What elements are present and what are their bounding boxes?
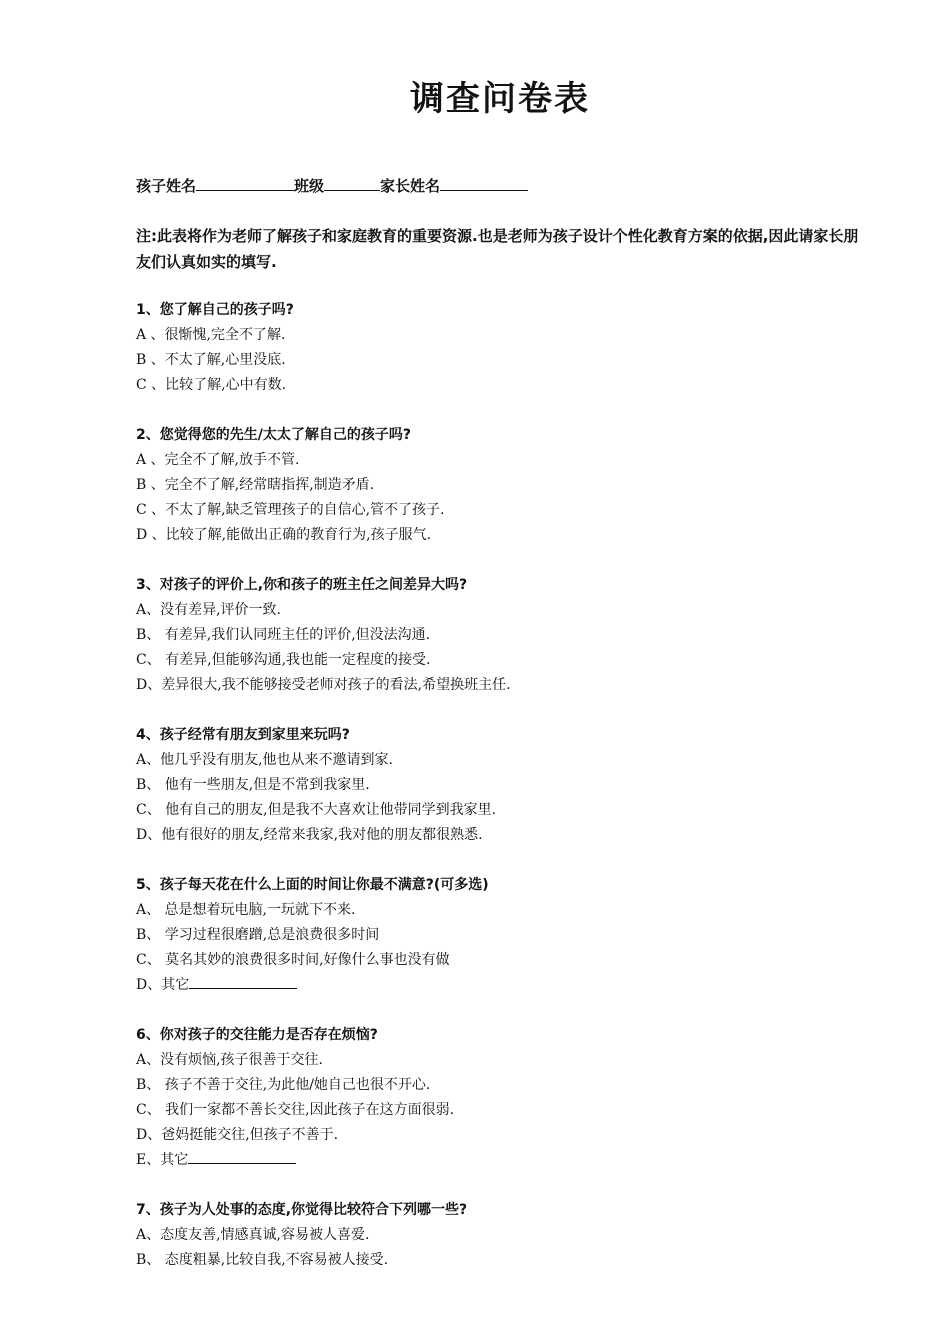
option-item[interactable]	[136, 973, 876, 998]
question-title: 3、对孩子的评价上,你和孩子的班主任之间差异大吗?	[136, 577, 468, 593]
option-item[interactable]	[136, 1123, 876, 1148]
class-label: 班级	[294, 177, 325, 195]
option-item[interactable]	[136, 473, 876, 498]
option-text: A、 总是想着玩电脑,一玩就下不来.	[136, 902, 356, 918]
option-item[interactable]	[136, 948, 876, 973]
option-text: A 、完全不了解,放手不管.	[136, 452, 300, 468]
option-text: B、 孩子不善于交往,为此他/她自己也很不开心.	[136, 1077, 431, 1093]
child-name-label: 孩子姓名	[136, 177, 197, 195]
option-item[interactable]	[136, 348, 876, 373]
option-item[interactable]	[136, 1148, 876, 1173]
option-item[interactable]	[136, 448, 876, 473]
option-item[interactable]	[136, 1223, 876, 1248]
option-text: A、没有差异,评价一致.	[136, 602, 282, 618]
option-text: C、 我们一家都不善长交往,因此孩子在这方面很弱.	[136, 1102, 455, 1118]
other-answer-blank[interactable]	[189, 973, 297, 989]
option-text: D 、比较了解,能做出正确的教育行为,孩子服气.	[136, 527, 432, 543]
option-item[interactable]	[136, 798, 876, 823]
option-item[interactable]	[136, 648, 876, 673]
option-item[interactable]	[136, 898, 876, 923]
question-title: 6、你对孩子的交往能力是否存在烦恼?	[136, 1027, 378, 1043]
question-title: 4、孩子经常有朋友到家里来玩吗?	[136, 727, 350, 743]
option-item[interactable]	[136, 323, 876, 348]
option-text: C 、比较了解,心中有数.	[136, 377, 287, 393]
question-block	[136, 423, 876, 548]
option-text: D、其它	[136, 977, 190, 993]
option-text: B 、不太了解,心里没底.	[136, 352, 286, 368]
option-text: B、 学习过程很磨蹭,总是浪费很多时间	[136, 927, 380, 943]
option-text: B、 态度粗暴,比较自我,不容易被人接受.	[136, 1252, 389, 1268]
option-item[interactable]	[136, 748, 876, 773]
question-block	[136, 1198, 876, 1273]
parent-name-blank[interactable]	[440, 174, 528, 191]
question-block	[136, 873, 876, 998]
option-text: A、他几乎没有朋友,他也从来不邀请到家.	[136, 752, 394, 768]
option-text: C 、不太了解,缺乏管理孩子的自信心,管不了孩子.	[136, 502, 445, 518]
option-text: B、 他有一些朋友,但是不常到我家里.	[136, 777, 370, 793]
option-text: E、其它	[136, 1152, 189, 1168]
option-item[interactable]	[136, 773, 876, 798]
option-text: D、爸妈挺能交往,但孩子不善于.	[136, 1127, 339, 1143]
question-block	[136, 1023, 876, 1173]
other-answer-blank[interactable]	[188, 1148, 296, 1164]
option-text: B 、完全不了解,经常瞎指挥,制造矛盾.	[136, 477, 375, 493]
info-line	[136, 174, 528, 198]
option-item[interactable]	[136, 823, 876, 848]
question-block	[136, 573, 876, 698]
option-text: C、 有差异,但能够沟通,我也能一定程度的接受.	[136, 652, 431, 668]
option-text: B、 有差异,我们认同班主任的评价,但没法沟通.	[136, 627, 431, 643]
option-item[interactable]	[136, 1048, 876, 1073]
option-item[interactable]	[136, 623, 876, 648]
note-paragraph: 注:此表将作为老师了解孩子和家庭教育的重要资源.也是老师为孩子设计个性化教育方案的依据,因此请家长朋友们认真如实的填写.	[136, 227, 859, 271]
document-title: 调查问卷表	[410, 79, 590, 119]
question-title: 7、孩子为人处事的态度,你觉得比较符合下列哪一些?	[136, 1202, 468, 1218]
option-text: A、没有烦恼,孩子很善于交往.	[136, 1052, 324, 1068]
questions-list	[136, 298, 876, 1298]
question-title: 2、您觉得您的先生/太太了解自己的孩子吗?	[136, 427, 411, 443]
option-item[interactable]	[136, 923, 876, 948]
option-text: A、态度友善,情感真诚,容易被人喜爱.	[136, 1227, 370, 1243]
option-text: C、 莫名其妙的浪费很多时间,好像什么事也没有做	[136, 952, 450, 968]
parent-name-label: 家长姓名	[380, 177, 441, 195]
option-item[interactable]	[136, 523, 876, 548]
option-text: D、他有很好的朋友,经常来我家,我对他的朋友都很熟悉.	[136, 827, 483, 843]
option-text: C、 他有自己的朋友,但是我不大喜欢让他带同学到我家里.	[136, 802, 497, 818]
option-item[interactable]	[136, 673, 876, 698]
question-title: 5、孩子每天花在什么上面的时间让你最不满意?(可多选)	[136, 877, 489, 893]
option-text: A 、很惭愧,完全不了解.	[136, 327, 286, 343]
class-blank[interactable]	[324, 174, 380, 191]
question-title: 1、您了解自己的孩子吗?	[136, 302, 294, 318]
option-item[interactable]	[136, 1098, 876, 1123]
child-name-blank[interactable]	[196, 174, 294, 191]
option-item[interactable]	[136, 1248, 876, 1273]
question-block	[136, 298, 876, 398]
option-item[interactable]	[136, 373, 876, 398]
option-item[interactable]	[136, 498, 876, 523]
option-text: D、差异很大,我不能够接受老师对孩子的看法,希望换班主任.	[136, 677, 511, 693]
question-block	[136, 723, 876, 848]
option-item[interactable]	[136, 598, 876, 623]
option-item[interactable]	[136, 1073, 876, 1098]
